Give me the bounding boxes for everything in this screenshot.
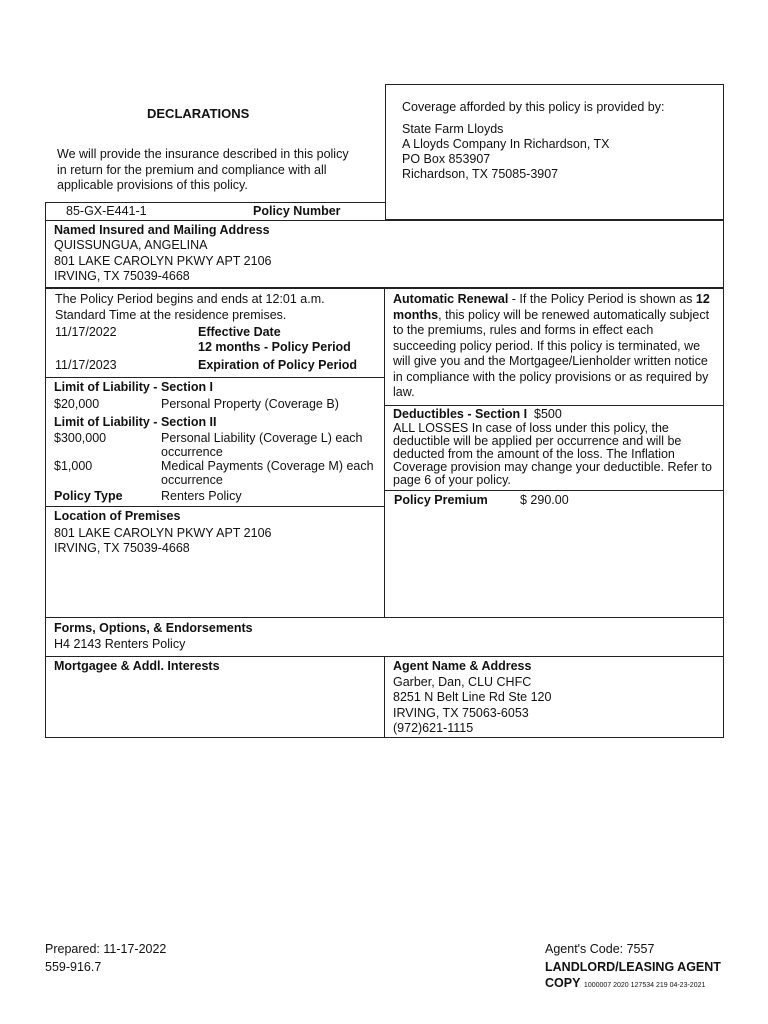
policy-type-value: Renters Policy (161, 489, 242, 503)
insurer-line: Richardson, TX 75085-3907 (402, 167, 559, 181)
insured-name: QUISSUNGUA, ANGELINA (54, 238, 208, 252)
period-label: 12 months - Policy Period (198, 340, 351, 354)
premium-value: $ 290.00 (520, 493, 569, 507)
auto-renewal-text-c: , this policy will be renewed automatically subject to the premiums, rules and forms in effect each succeeding policy period. If this policy is terminated, we will give you and the Mortgagee/Lienholder written notice in compliance with the policy provisions or as required by law. (393, 307, 710, 399)
auto-renewal-term: 12 months (393, 292, 710, 322)
limit-section1-label: Limit of Liability - Section I (54, 380, 214, 394)
limit-amount: $300,000 (54, 431, 107, 445)
copy-code: 1000007 2020 127534 219 04-23-2021 (583, 982, 706, 989)
limit-desc: Personal Property (Coverage B) (161, 397, 339, 411)
location-address: 801 LAKE CAROLYN PKWY APT 2106 (54, 526, 272, 540)
copy-label: COPY (545, 976, 581, 990)
copy-type: LANDLORD/LEASING AGENT (545, 960, 721, 974)
copy-line (545, 976, 705, 990)
expiration-date: 11/17/2023 (55, 358, 117, 372)
location-city: IRVING, TX 75039-4668 (54, 541, 190, 555)
policy-type-label: Policy Type (54, 489, 123, 503)
limit-desc: Personal Liability (Coverage L) each occurrence (161, 431, 363, 459)
forms-label: Forms, Options, & Endorsements (54, 621, 253, 635)
forms-value: H4 2143 Renters Policy (54, 637, 186, 651)
expiration-label: Expiration of Policy Period (198, 358, 358, 372)
policy-period-text: The Policy Period begins and ends at 12:01 a.m. Standard Time at the residence premises. (55, 292, 325, 322)
prepared-date: Prepared: 11-17-2022 (45, 942, 167, 956)
insurer-line: PO Box 853907 (402, 152, 491, 166)
location-label: Location of Premises (54, 509, 181, 523)
deductibles-label: Deductibles - Section I (393, 407, 528, 421)
policy-number-value: 85-GX-E441-1 (66, 204, 147, 218)
limit-amount: $20,000 (54, 397, 100, 411)
limit-desc: Medical Payments (Coverage M) each occurrence (161, 459, 374, 487)
deductibles-heading (393, 407, 562, 421)
agent-address: 8251 N Belt Line Rd Ste 120 (393, 690, 552, 704)
agent-label: Agent Name & Address (393, 659, 532, 673)
agent-name: Garber, Dan, CLU CHFC (393, 675, 532, 689)
limit-section2-label: Limit of Liability - Section II (54, 415, 217, 429)
effective-date: 11/17/2022 (55, 325, 117, 339)
agent-phone: (972)621-1115 (393, 721, 474, 735)
mortgagee-label: Mortgagee & Addl. Interests (54, 659, 220, 673)
page-title: DECLARATIONS (147, 106, 250, 121)
insured-city: IRVING, TX 75039-4668 (54, 269, 190, 283)
insured-address: 801 LAKE CAROLYN PKWY APT 2106 (54, 254, 272, 268)
agent-city: IRVING, TX 75063-6053 (393, 706, 529, 720)
insurer-line: A Lloyds Company In Richardson, TX (402, 137, 610, 151)
effective-label: Effective Date (198, 325, 281, 339)
policy-number-label: Policy Number (253, 204, 341, 218)
auto-renewal-text-a: - If the Policy Period is shown as (508, 292, 696, 306)
insurer-line: State Farm Lloyds (402, 122, 504, 136)
auto-renewal-label: Automatic Renewal (393, 292, 509, 306)
intro-text: We will provide the insurance described in this policy in return for the premium and compliance with all applicable provisions of this policy. (57, 147, 349, 192)
premium-label: Policy Premium (394, 493, 488, 507)
deductibles-text: ALL LOSSES In case of loss under this policy, the deductible will be applied per occurrence and will be deducted from the amount of the loss. The Inflation Coverage provision may change your deductible. Refer to page 6 of your policy. (393, 421, 712, 487)
insurer-heading: Coverage afforded by this policy is provided by: (402, 100, 665, 114)
limit-amount: $1,000 (54, 459, 93, 473)
deductible-amount: $500 (534, 407, 562, 421)
agents-code: Agent's Code: 7557 (545, 942, 655, 956)
named-insured-label: Named Insured and Mailing Address (54, 223, 270, 237)
form-code: 559-916.7 (45, 960, 102, 974)
premium-box (384, 490, 724, 618)
auto-renewal-text (393, 292, 719, 401)
